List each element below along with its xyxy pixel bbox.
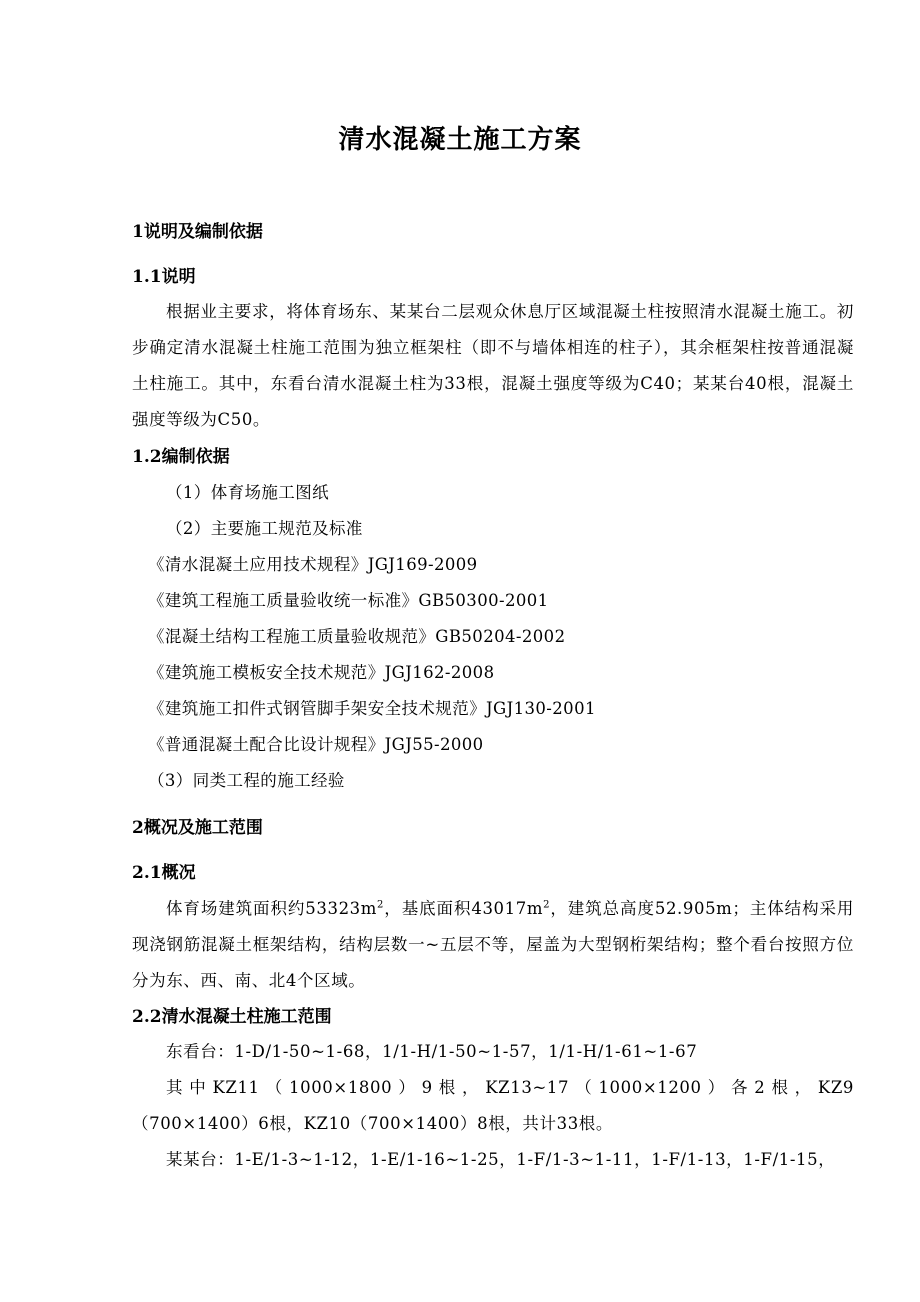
area-text: 体育场建筑面积约53323m	[166, 899, 378, 918]
basis-item: 《建筑施工模板安全技术规范》JGJ162-2008	[148, 663, 495, 682]
section-1-heading: 1说明及编制依据	[132, 222, 263, 242]
section-2-1-heading: 2.1概况	[132, 863, 196, 883]
basis-item: （1）体育场施工图纸	[166, 483, 329, 502]
east-stand-columns: 其中KZ11（1000×1800）9根，KZ13~17（1000×1200）各2根，KZ9（700×1400）6根，KZ10（700×1400）8根，共计33根。	[132, 1078, 854, 1133]
superscript-2: 2	[543, 899, 551, 911]
base-area-text: ，基底面积43017m	[384, 899, 544, 918]
basis-item: 《清水混凝土应用技术规程》JGJ169-2009	[148, 555, 478, 574]
section-2-1-paragraph	[132, 891, 854, 999]
basis-item: 《建筑施工扣件式钢管脚手架安全技术规范》JGJ130-2001	[148, 699, 596, 718]
superscript-2: 2	[377, 899, 384, 911]
document-title: 清水混凝土施工方案	[338, 125, 582, 155]
section-2-heading: 2概况及施工范围	[132, 818, 263, 838]
section-1-1-paragraph: 根据业主要求，将体育场东、某某台二层观众休息厅区域混凝土柱按照清水混凝土施工。初步确定清水混凝土柱施工范围为独立框架柱（即不与墙体相连的柱子），其余框架柱按普通混凝土柱施工。其中，东看台清水混凝土柱为33根，混凝土强度等级为C40；某某台40根，混凝土强度等级为C50。	[132, 302, 854, 429]
section-1-1-heading: 1.1说明	[132, 267, 196, 287]
other-stand-range: 某某台：1-E/1-3~1-12，1-E/1-16~1-25，1-F/1-3~1-11，1-F/1-13，1-F/1-15，	[166, 1150, 836, 1169]
basis-item: （3）同类工程的施工经验	[148, 771, 345, 790]
basis-item: （2）主要施工规范及标准	[166, 519, 363, 538]
basis-item: 《混凝土结构工程施工质量验收规范》GB50204-2002	[148, 627, 566, 646]
basis-item: 《普通混凝土配合比设计规程》JGJ55-2000	[148, 735, 484, 754]
section-1-2-heading: 1.2编制依据	[132, 447, 230, 467]
east-stand-range: 东看台：1-D/1-50~1-68，1/1-H/1-50~1-57，1/1-H/1-61~1-67	[166, 1042, 698, 1061]
basis-item: 《建筑工程施工质量验收统一标准》GB50300-2001	[148, 591, 549, 610]
height-structure-text: ，建筑总高度52.905m；主体结构采用现浇钢筋混凝土框架结构，结构层数一~五层不等，屋盖为大型钢桁架结构；整个看台按照方位分为东、西、南、北4个区域。	[132, 899, 854, 990]
section-2-2-heading: 2.2清水混凝土柱施工范围	[132, 1007, 332, 1027]
